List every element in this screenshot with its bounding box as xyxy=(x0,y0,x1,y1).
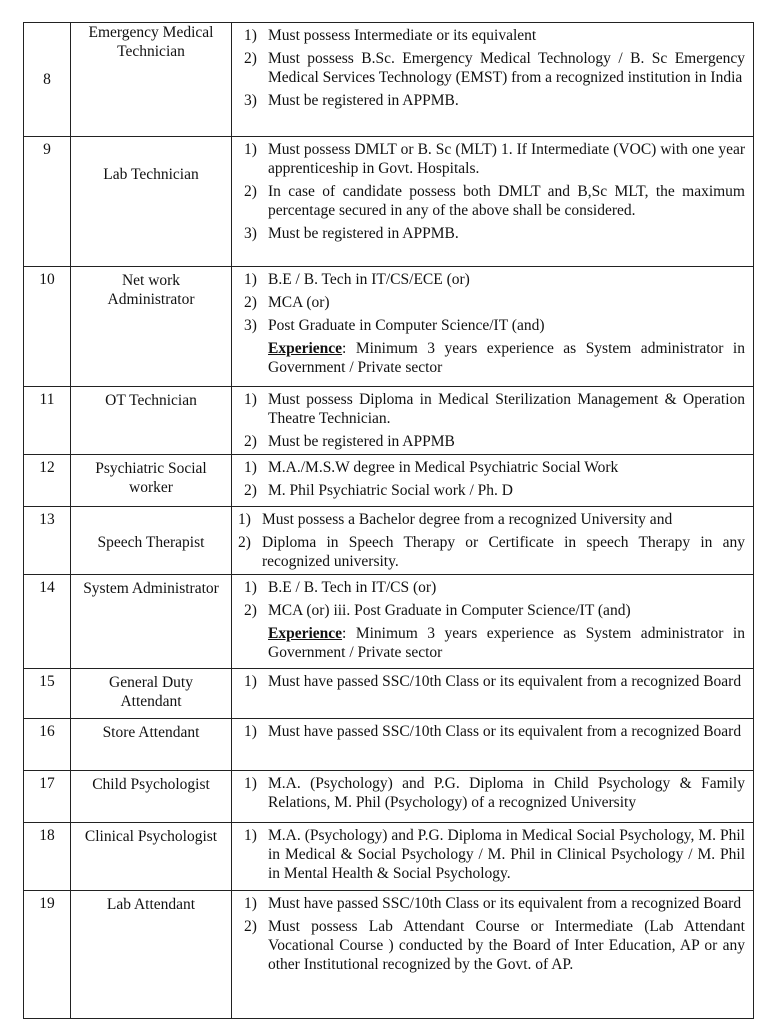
post-name: Psychiatric Social worker xyxy=(71,455,232,507)
serial-number: 16 xyxy=(24,719,71,771)
serial-number: 8 xyxy=(24,23,71,137)
serial-number: 9 xyxy=(24,137,71,267)
experience-text: : Minimum 3 years experience as System administrator in Government / Private sector xyxy=(268,340,745,376)
list-item xyxy=(244,894,745,913)
qualification-cell xyxy=(232,137,754,267)
qualification-cell xyxy=(232,507,754,575)
list-item xyxy=(244,458,745,477)
item-text: In case of candidate possess both DMLT and B,Sc MLT, the maximum percentage secured in any of the above shall be considered. xyxy=(268,183,745,219)
post-name: Speech Therapist xyxy=(71,507,232,575)
qualification-cell xyxy=(232,267,754,387)
qualification-cell xyxy=(232,771,754,823)
qualification-cell xyxy=(232,387,754,455)
list-item xyxy=(244,917,745,974)
post-name: Net work Administrator xyxy=(71,267,232,387)
serial-number: 12 xyxy=(24,455,71,507)
item-text: MCA (or) xyxy=(268,294,330,311)
list-item xyxy=(244,481,745,500)
list-item xyxy=(244,140,745,178)
item-text: Must be registered in APPMB xyxy=(268,433,455,450)
item-number: 1) xyxy=(244,141,257,158)
item-number: 2) xyxy=(244,183,257,200)
list-item xyxy=(238,510,745,529)
item-text: Must possess a Bachelor degree from a recognized University and xyxy=(262,511,673,528)
table-row xyxy=(24,823,754,891)
experience-text: : Minimum 3 years experience as System administrator in Government / Private sector xyxy=(268,625,745,661)
list-item xyxy=(244,270,745,289)
serial-number: 18 xyxy=(24,823,71,891)
post-name: General Duty Attendant xyxy=(71,669,232,719)
item-number: 1) xyxy=(244,723,257,740)
table-row xyxy=(24,891,754,1019)
list-item xyxy=(244,601,745,620)
post-name: Child Psychologist xyxy=(71,771,232,823)
list-item xyxy=(244,672,745,691)
item-text: Must have passed SSC/10th Class or its equivalent from a recognized Board xyxy=(268,673,742,690)
item-number: 3) xyxy=(244,92,257,109)
qualification-cell xyxy=(232,575,754,669)
list-item xyxy=(244,432,745,451)
item-number: 1) xyxy=(244,391,257,408)
item-number: 2) xyxy=(244,482,257,499)
post-name: Store Attendant xyxy=(71,719,232,771)
item-text: Must be registered in APPMB. xyxy=(268,92,459,109)
item-text: Must possess DMLT or B. Sc (MLT) 1. If Intermediate (VOC) with one year apprenticeship in Govt. Hospitals. xyxy=(268,141,745,177)
item-number: 3) xyxy=(244,225,257,242)
item-number: 1) xyxy=(244,673,257,690)
qualification-cell xyxy=(232,669,754,719)
item-number: 2) xyxy=(244,602,257,619)
table-row xyxy=(24,267,754,387)
item-number: 2) xyxy=(244,918,257,935)
serial-number: 10 xyxy=(24,267,71,387)
item-number: 1) xyxy=(244,459,257,476)
serial-number: 15 xyxy=(24,669,71,719)
list-item xyxy=(244,91,745,110)
list-item xyxy=(238,533,745,571)
item-number: 1) xyxy=(244,271,257,288)
item-text: Must have passed SSC/10th Class or its equivalent from a recognized Board xyxy=(268,895,742,912)
list-item xyxy=(244,293,745,312)
experience-label: Experience xyxy=(268,340,343,357)
list-item xyxy=(244,224,745,243)
item-text: Must possess Lab Attendant Course or Intermediate (Lab Attendant Vocational Course ) conducted by the Board of Inter Education, AP or any other Institutional recognized by the Govt. of AP. xyxy=(268,918,745,973)
serial-number: 17 xyxy=(24,771,71,823)
item-text: Must possess Diploma in Medical Sterilization Management & Operation Theatre Technician. xyxy=(268,391,745,427)
item-number: 1) xyxy=(244,579,257,596)
table-row xyxy=(24,137,754,267)
item-number: 1) xyxy=(244,827,257,844)
item-text: Diploma in Speech Therapy or Certificate in speech Therapy in any recognized university. xyxy=(262,534,745,570)
item-number: 1) xyxy=(244,895,257,912)
item-number: 1) xyxy=(238,511,251,528)
qualification-cell xyxy=(232,23,754,137)
serial-number: 13 xyxy=(24,507,71,575)
item-text: B.E / B. Tech in IT/CS (or) xyxy=(268,579,437,596)
list-item xyxy=(244,774,745,812)
post-name: Emergency Medical Technician xyxy=(71,23,232,137)
list-item xyxy=(244,826,745,883)
post-name: OT Technician xyxy=(71,387,232,455)
list-item xyxy=(244,26,745,45)
experience-note xyxy=(244,339,745,377)
item-text: M. Phil Psychiatric Social work / Ph. D xyxy=(268,482,513,499)
item-number: 2) xyxy=(244,433,257,450)
qualification-cell xyxy=(232,823,754,891)
item-number: 1) xyxy=(244,27,257,44)
qualification-cell xyxy=(232,719,754,771)
item-number: 2) xyxy=(244,294,257,311)
item-number: 3) xyxy=(244,317,257,334)
experience-note xyxy=(244,624,745,662)
item-number: 2) xyxy=(244,50,257,67)
item-text: Must have passed SSC/10th Class or its equivalent from a recognized Board xyxy=(268,723,742,740)
item-number: 2) xyxy=(238,534,251,551)
item-text: Must possess B.Sc. Emergency Medical Technology / B. Sc Emergency Medical Services Technology (EMST) from a recognized institution in India xyxy=(268,50,745,86)
item-text: Must possess Intermediate or its equivalent xyxy=(268,27,537,44)
qualification-cell xyxy=(232,891,754,1019)
item-text: B.E / B. Tech in IT/CS/ECE (or) xyxy=(268,271,470,288)
table-row xyxy=(24,507,754,575)
table-row xyxy=(24,455,754,507)
item-text: M.A. (Psychology) and P.G. Diploma in Child Psychology & Family Relations, M. Phil (Psychology) of a recognized University xyxy=(268,775,745,811)
qualifications-table xyxy=(23,22,754,1019)
item-text: M.A. (Psychology) and P.G. Diploma in Medical Social Psychology, M. Phil in Medical & Social Psychology / M. Phil in Clinical Psychology / M. Phil in Mental Health & Social Psychology. xyxy=(268,827,745,882)
list-item xyxy=(244,49,745,87)
item-number: 1) xyxy=(244,775,257,792)
item-text: Must be registered in APPMB. xyxy=(268,225,459,242)
post-name: Lab Attendant xyxy=(71,891,232,1019)
list-item xyxy=(244,722,745,741)
table-row xyxy=(24,719,754,771)
post-name: Lab Technician xyxy=(71,137,232,267)
experience-label: Experience xyxy=(268,625,343,642)
list-item xyxy=(244,578,745,597)
list-item xyxy=(244,182,745,220)
post-name: System Administrator xyxy=(71,575,232,669)
qualification-cell xyxy=(232,455,754,507)
table-row xyxy=(24,575,754,669)
table-row xyxy=(24,23,754,137)
table-row xyxy=(24,771,754,823)
serial-number: 19 xyxy=(24,891,71,1019)
serial-number: 11 xyxy=(24,387,71,455)
table-row xyxy=(24,387,754,455)
item-text: M.A./M.S.W degree in Medical Psychiatric Social Work xyxy=(268,459,619,476)
post-name: Clinical Psychologist xyxy=(71,823,232,891)
list-item xyxy=(244,316,745,335)
item-text: Post Graduate in Computer Science/IT (and) xyxy=(268,317,545,334)
item-text: MCA (or) iii. Post Graduate in Computer Science/IT (and) xyxy=(268,602,631,619)
serial-number: 14 xyxy=(24,575,71,669)
table-row xyxy=(24,669,754,719)
list-item xyxy=(244,390,745,428)
